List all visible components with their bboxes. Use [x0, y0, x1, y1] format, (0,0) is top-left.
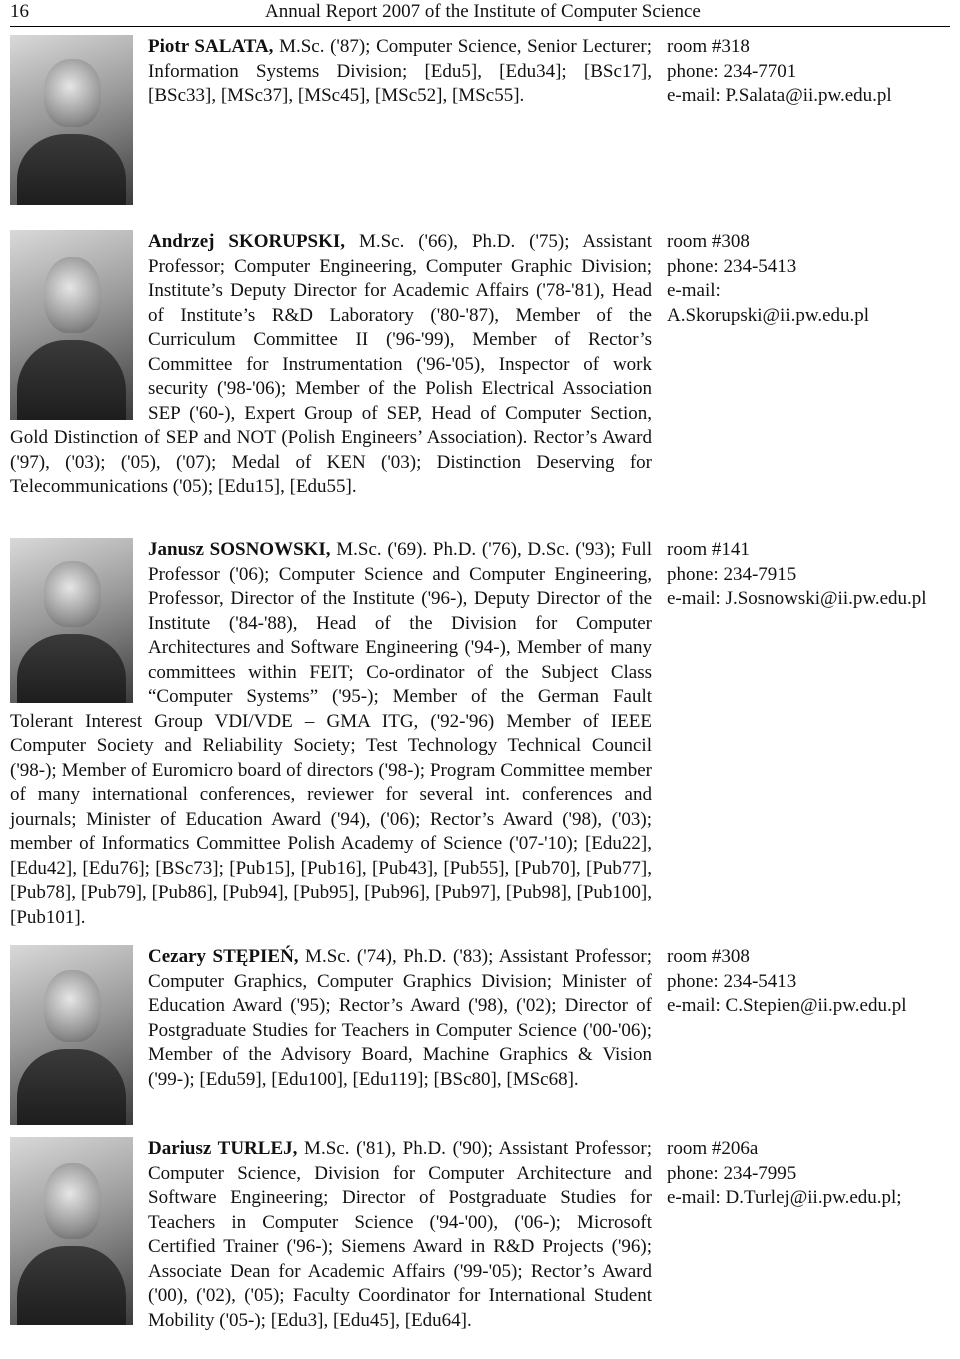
email-address[interactable]: A.Skorupski@ii.pw.edu.pl [667, 304, 870, 326]
portrait-photo [10, 1137, 133, 1325]
room-number: room #141 [667, 539, 750, 560]
contact-block [667, 35, 960, 109]
staff-name: Andrzej SKORUPSKI, [148, 231, 346, 252]
staff-bio: Andrzej SKORUPSKI, M.Sc. ('66), Ph.D. ('75); Assistant Professor; Computer Engineering, Computer Graphic Division; Institute’s Deputy Director for Academic Affairs ('78-'81), Head of Institute’s R&D Laboratory ('80-'87), Member of the Curriculum Committee II ('96-'99), Member of Rector’s Committee for Instrumentation ('96-'05), Inspector of work security ('98-'06); Member of the Polish Electrical Association SEP ('60-), Expert Group of SEP, Head of Computer Section, Gold Distinction of SEP and NOT (Polish Engineers’ Association). Rector’s Award ('97), ('03); ('05), ('07); Medal of KEN ('03); Distinction Deserving for Telecommunications ('05); [Edu15], [Edu55]. [10, 231, 652, 497]
staff-bio: Dariusz TURLEJ, M.Sc. ('81), Ph.D. ('90); Assistant Professor; Computer Science, Division for Computer Architecture and Software Engineering; Director of Postgraduate Studies for Teachers in Computer Science ('94-'00), ('06-); Microsoft Certified Trainer ('96-); Siemens Award in R&D Projects ('96); Associate Dean for Academic Affairs ('99-'05); Rector’s Award ('00), ('02), ('05); Faculty Coordinator for International Student Mobility ('05-); [Edu3], [Edu45], [Edu64]. [148, 1138, 652, 1331]
staff-name: Cezary STĘPIEŃ, [148, 946, 299, 967]
room-number: room #308 [667, 946, 750, 967]
staff-entry-salata [10, 35, 955, 205]
page-header [10, 0, 950, 27]
portrait-photo [10, 35, 133, 205]
staff-entry-stepien [10, 945, 955, 1125]
staff-name: Piotr SALATA, [148, 36, 274, 57]
room-number: room #206a [667, 1138, 759, 1159]
phone-number: phone: 234-7915 [667, 563, 797, 585]
phone-number: phone: 234-5413 [667, 255, 797, 277]
staff-bio: Janusz SOSNOWSKI, M.Sc. ('69). Ph.D. ('76), D.Sc. ('93); Full Professor ('06); Computer Science and Computer Engineering, Professor, Director of the Institute ('96-), Deputy Director of the Institute ('84-'88), Head of the Division for Computer Architectures and Software Engineering ('94-), Member of many committees within FEIT; Co-ordinator of the Subject Class “Computer Systems” ('95-); Member of the German Fault Tolerant Interest Group VDI/VDE – GMA ITG, ('92-'96) Member of IEEE Computer Society and Reliability Society; Test Technology Technical Council ('98-); Member of Euromicro board of directors ('98-); Program Committee member of many international conferences, reviewer for several int. conferences and journals; Minister of Education Award ('94), ('06); Rector’s Award ('98), ('03); member of Informatics Committee Polish Academy of Science ('07-'10); [Edu22], [Edu42], [Edu76]; [BSc73]; [Pub15], [Pub16], [Pub43], [Pub55], [Pub70], [Pub77], [Pub78], [Pub79], [Pub86], [Pub94], [Pub95], [Pub96], [Pub97], [Pub98], [Pub100], [Pub101]. [10, 539, 652, 928]
contact-block [667, 945, 960, 1019]
email-address[interactable]: e-mail: P.Salata@ii.pw.edu.pl [667, 85, 892, 106]
email-address[interactable]: e-mail: J.Sosnowski@ii.pw.edu.pl [667, 588, 927, 609]
phone-number: phone: 234-7701 [667, 60, 797, 82]
room-number: room #308 [667, 231, 750, 252]
email-address[interactable]: e-mail: D.Turlej@ii.pw.edu.pl; [667, 1187, 902, 1208]
email-label: e-mail: [667, 280, 721, 301]
email-address[interactable]: e-mail: C.Stepien@ii.pw.edu.pl [667, 995, 907, 1016]
staff-bio: Cezary STĘPIEŃ, M.Sc. ('74), Ph.D. ('83); Assistant Professor; Computer Graphics, Computer Graphics Division; Minister of Education Award ('95); Rector’s Award ('98), ('02); Director of Postgraduate Studies for Teachers in Computer Science ('00-'06); Member of the Advisory Board, Machine Graphics & Vision ('99-); [Edu59], [Edu100], [Edu119]; [BSc80], [MSc68]. [148, 946, 652, 1090]
page-number: 16 [10, 1, 29, 22]
phone-number: phone: 234-7995 [667, 1162, 797, 1184]
portrait-photo [10, 538, 133, 703]
portrait-photo [10, 945, 133, 1125]
contact-block [667, 1137, 960, 1211]
room-number: room #318 [667, 36, 750, 57]
contact-block [667, 538, 960, 612]
staff-bio: Piotr SALATA, M.Sc. ('87); Computer Science, Senior Lecturer; Information Systems Division; [Edu5], [Edu34]; [BSc17], [BSc33], [MSc37], [MSc45], [MSc52], [MSc55]. [148, 36, 652, 106]
staff-name: Dariusz TURLEJ, [148, 1138, 298, 1159]
contact-block [667, 230, 960, 328]
staff-entry-skorupski [10, 230, 955, 500]
phone-number: phone: 234-5413 [667, 970, 797, 992]
staff-entry-sosnowski [10, 538, 955, 930]
portrait-photo [10, 230, 133, 420]
staff-entry-turlej [10, 1137, 955, 1333]
staff-name: Janusz SOSNOWSKI, [148, 539, 331, 560]
report-title: Annual Report 2007 of the Institute of Computer Science [265, 1, 701, 22]
